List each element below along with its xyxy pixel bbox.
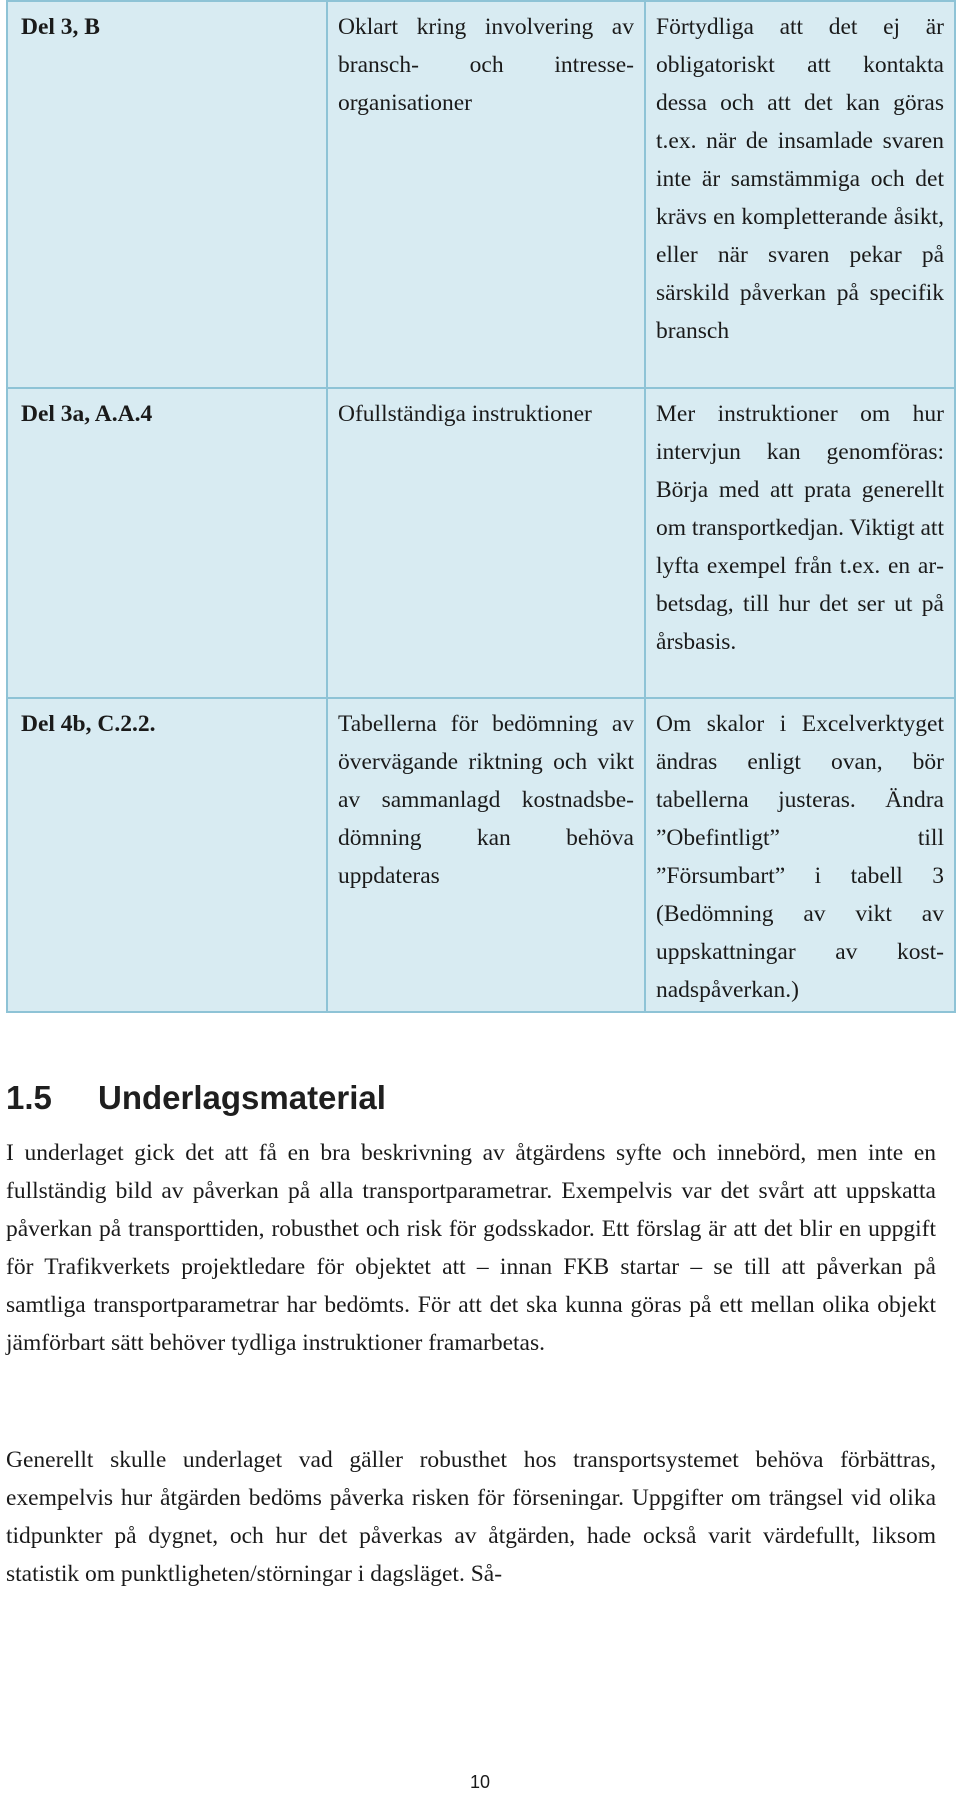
section-title: Underlagsmaterial bbox=[98, 1079, 386, 1116]
page-number: 10 bbox=[469, 1772, 491, 1792]
table-row bbox=[7, 1, 955, 388]
feedback-table bbox=[6, 0, 956, 1013]
table-cell-issue: Oklart kring involvering av bransch- och intresseorganisationer bbox=[327, 1, 645, 388]
table-cell-action: Förtydliga att det ej är obligatoriskt att kontakta dessa och att det kan göras t.ex. när de insamlade svaren inte är samstämmiga och det krävs en kompletterande åsikt, eller när svaren pekar på särskild påverkan på specifik bransch bbox=[645, 1, 955, 388]
table-cell-reference: Del 4b, C.2.2. bbox=[7, 698, 327, 1012]
table-cell-action: Om skalor i Excelverktyget ändras enligt ovan, bör tabellerna justeras. Ändra ”Obefintligt” till ”Försumbart” i tabell 3 (Bedömning av vikt av uppskattningar av kostnadspåverkan.) bbox=[645, 698, 955, 1012]
body-paragraph: Generellt skulle underlaget vad gäller robusthet hos transportsystemet behöva förbättras, exempelvis hur åtgärden bedöms påverka risken för förseningar. Uppgifter om trängsel vid olika tidpunkter på dygnet, och hur det påverkas av åtgärden, hade också varit värdefullt, liksom statistik om punktligheten/störningar i dagsläget. Så- bbox=[6, 1447, 936, 1587]
table-cell-issue: Tabellerna för bedömning av övervägande riktning och vikt av sammanlagd kostnadsbedömning kan behöva uppdateras bbox=[327, 698, 645, 1012]
table-cell-reference: Del 3a, A.A.4 bbox=[7, 388, 327, 698]
table-row bbox=[7, 388, 955, 698]
section-number: 1.5 bbox=[6, 1079, 52, 1116]
section-heading bbox=[6, 1068, 386, 1128]
table-cell-action: Mer instruktioner om hur intervjun kan genomföras: Börja med att prata generellt om transportkedjan. Viktigt att lyfta exempel från t.ex. en arbetsdag, till hur det ser ut på årsbasis. bbox=[645, 388, 955, 698]
table-cell-issue: Ofullständiga instruktioner bbox=[327, 388, 645, 698]
table-row bbox=[7, 698, 955, 1012]
body-paragraph: I underlaget gick det att få en bra beskrivning av åtgärdens syfte och innebörd, men inte en fullständig bild av påverkan på alla transportparametrar. Exempelvis var det svårt att uppskatta påverkan på transporttiden, robusthet och risk för godsskador. Ett förslag är att det blir en uppgift för Trafikverkets projektledare för objektet att – innan FKB startar – se till att påverkan på samtliga transportparametrar har bedömts. För att det ska kunna göras på ett mellan olika objekt jämförbart sätt behöver tydliga instruktioner framarbetas. bbox=[6, 1140, 936, 1356]
table-cell-reference: Del 3, B bbox=[7, 1, 327, 388]
